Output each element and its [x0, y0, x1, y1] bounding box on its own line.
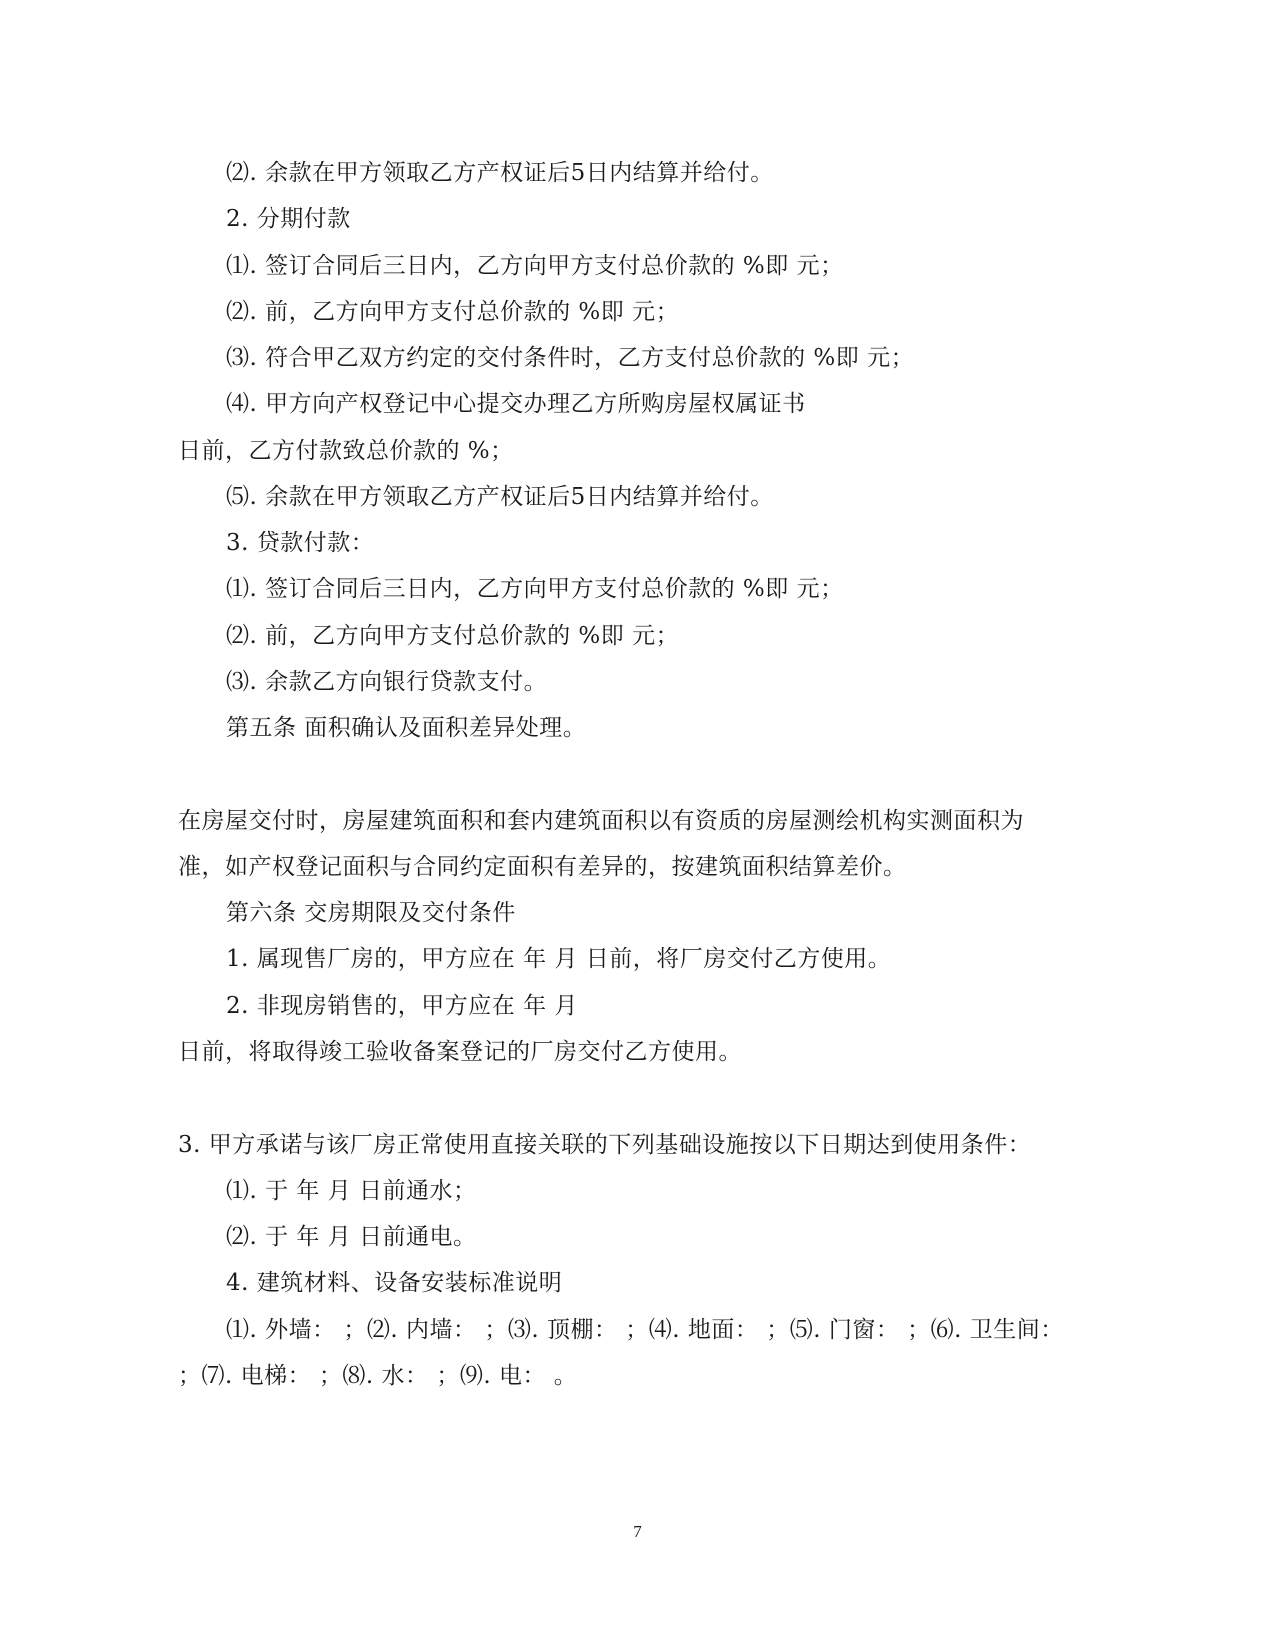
- text-line: ⑴. 签订合同后三日内，乙方向甲方支付总价款的 %即 元；: [226, 253, 844, 279]
- text-line: 日前，将取得竣工验收备案登记的厂房交付乙方使用。: [178, 1039, 742, 1065]
- text-line: ⑵. 余款在甲方领取乙方产权证后5日内结算并给付。: [226, 160, 774, 186]
- text-line: 3. 贷款付款：: [226, 530, 375, 556]
- text-line: ⑸. 余款在甲方领取乙方产权证后5日内结算并给付。: [226, 484, 774, 510]
- text-line: 2. 非现房销售的，甲方应在 年 月: [226, 993, 578, 1019]
- text-line: 1. 属现售厂房的，甲方应在 年 月 日前，将厂房交付乙方使用。: [226, 946, 892, 972]
- text-line: ⑵. 前，乙方向甲方支付总价款的 %即 元；: [226, 299, 680, 325]
- text-line: ⑶. 余款乙方向银行贷款支付。: [226, 669, 548, 695]
- section-heading: 第六条 交房期限及交付条件: [226, 900, 516, 926]
- text-line: 2. 分期付款: [226, 206, 351, 232]
- text-line: 准，如产权登记面积与合同约定面积有差异的，按建筑面积结算差价。: [178, 854, 907, 880]
- section-heading: 第五条 面积确认及面积差异处理。: [226, 715, 587, 741]
- page-number: 7: [633, 1522, 642, 1541]
- text-line: 3. 甲方承诺与该厂房正常使用直接关联的下列基础设施按以下日期达到使用条件：: [178, 1132, 1032, 1158]
- text-line: 4. 建筑材料、设备安装标准说明: [226, 1270, 563, 1296]
- text-line: ⑴. 签订合同后三日内，乙方向甲方支付总价款的 %即 元；: [226, 576, 844, 602]
- text-line: 在房屋交付时，房屋建筑面积和套内建筑面积以有资质的房屋测绘机构实测面积为: [178, 808, 1024, 834]
- text-line: ；⑺. 电梯： ；⑻. 水： ；⑼. 电： 。: [178, 1363, 578, 1389]
- text-line: ⑵. 前，乙方向甲方支付总价款的 %即 元；: [226, 623, 680, 649]
- text-line: 日前，乙方付款致总价款的 %；: [178, 438, 514, 464]
- text-line: ⑴. 于 年 月 日前通水；: [226, 1178, 477, 1204]
- text-line: ⑷. 甲方向产权登记中心提交办理乙方所购房屋权属证书: [226, 391, 806, 417]
- text-line: ⑵. 于 年 月 日前通电。: [226, 1224, 477, 1250]
- text-line: ⑶. 符合甲乙双方约定的交付条件时，乙方支付总价款的 %即 元；: [226, 345, 915, 371]
- text-line: ⑴. 外墙： ；⑵. 内墙： ；⑶. 顶棚： ；⑷. 地面： ；⑸. 门窗： ；⑹. 卫生间：: [226, 1317, 1064, 1343]
